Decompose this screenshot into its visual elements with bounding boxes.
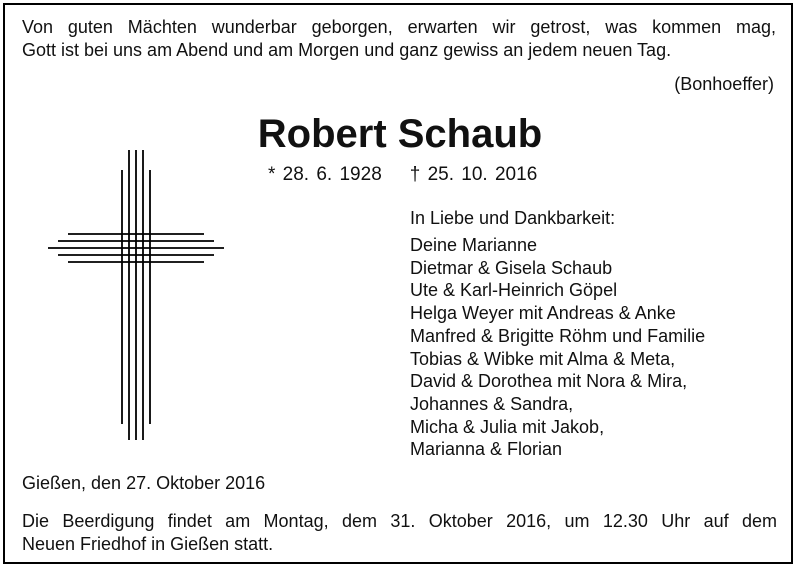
life-dates (268, 163, 537, 186)
mourners-list (410, 234, 705, 461)
funeral-notice (22, 510, 777, 556)
place-and-date: Gießen, den 27. Oktober 2016 (22, 473, 266, 493)
birth-date: * 28. 6. 1928 (268, 164, 382, 185)
cross-icon (48, 150, 226, 440)
mourner-name: Dietmar & Gisela Schaub (410, 257, 613, 278)
mourner-name: Deine Marianne (410, 235, 538, 255)
bonhoeffer-quote (22, 16, 776, 62)
funeral-line-1: Die Beerdigung findet am Montag, dem 31. Oktober 2016, um 12.30 Uhr auf dem (22, 511, 777, 531)
mourner-name: Johannes & Sandra, (410, 393, 574, 414)
mourner-name: David & Dorothea mit Nora & Mira, (410, 371, 688, 392)
quote-line-2: Gott ist bei uns am Abend und am Morgen und ganz gewiss an jedem neuen Tag. (22, 40, 672, 60)
mourner-name: Helga Weyer mit Andreas & Anke (410, 303, 676, 324)
mourners-heading: In Liebe und Dankbarkeit: (410, 208, 616, 228)
mourner-name: Tobias & Wibke mit Alma & Meta, (410, 348, 676, 369)
quote-source: (Bonhoeffer) (674, 74, 774, 94)
mourner-name: Marianna & Florian (410, 439, 563, 460)
deceased-name: Robert Schaub (257, 112, 543, 156)
death-date: † 25. 10. 2016 (409, 164, 538, 185)
mourner-name: Micha & Julia mit Jakob, (410, 416, 605, 437)
quote-line-1: Von guten Mächten wunderbar geborgen, erwarten wir getrost, was kommen mag, (22, 17, 776, 37)
mourners-block (410, 207, 705, 461)
mourner-name: Ute & Karl-Heinrich Göpel (410, 280, 618, 301)
funeral-line-2: Neuen Friedhof in Gießen statt. (22, 534, 274, 554)
mourner-name: Manfred & Brigitte Röhm und Familie (410, 325, 706, 346)
